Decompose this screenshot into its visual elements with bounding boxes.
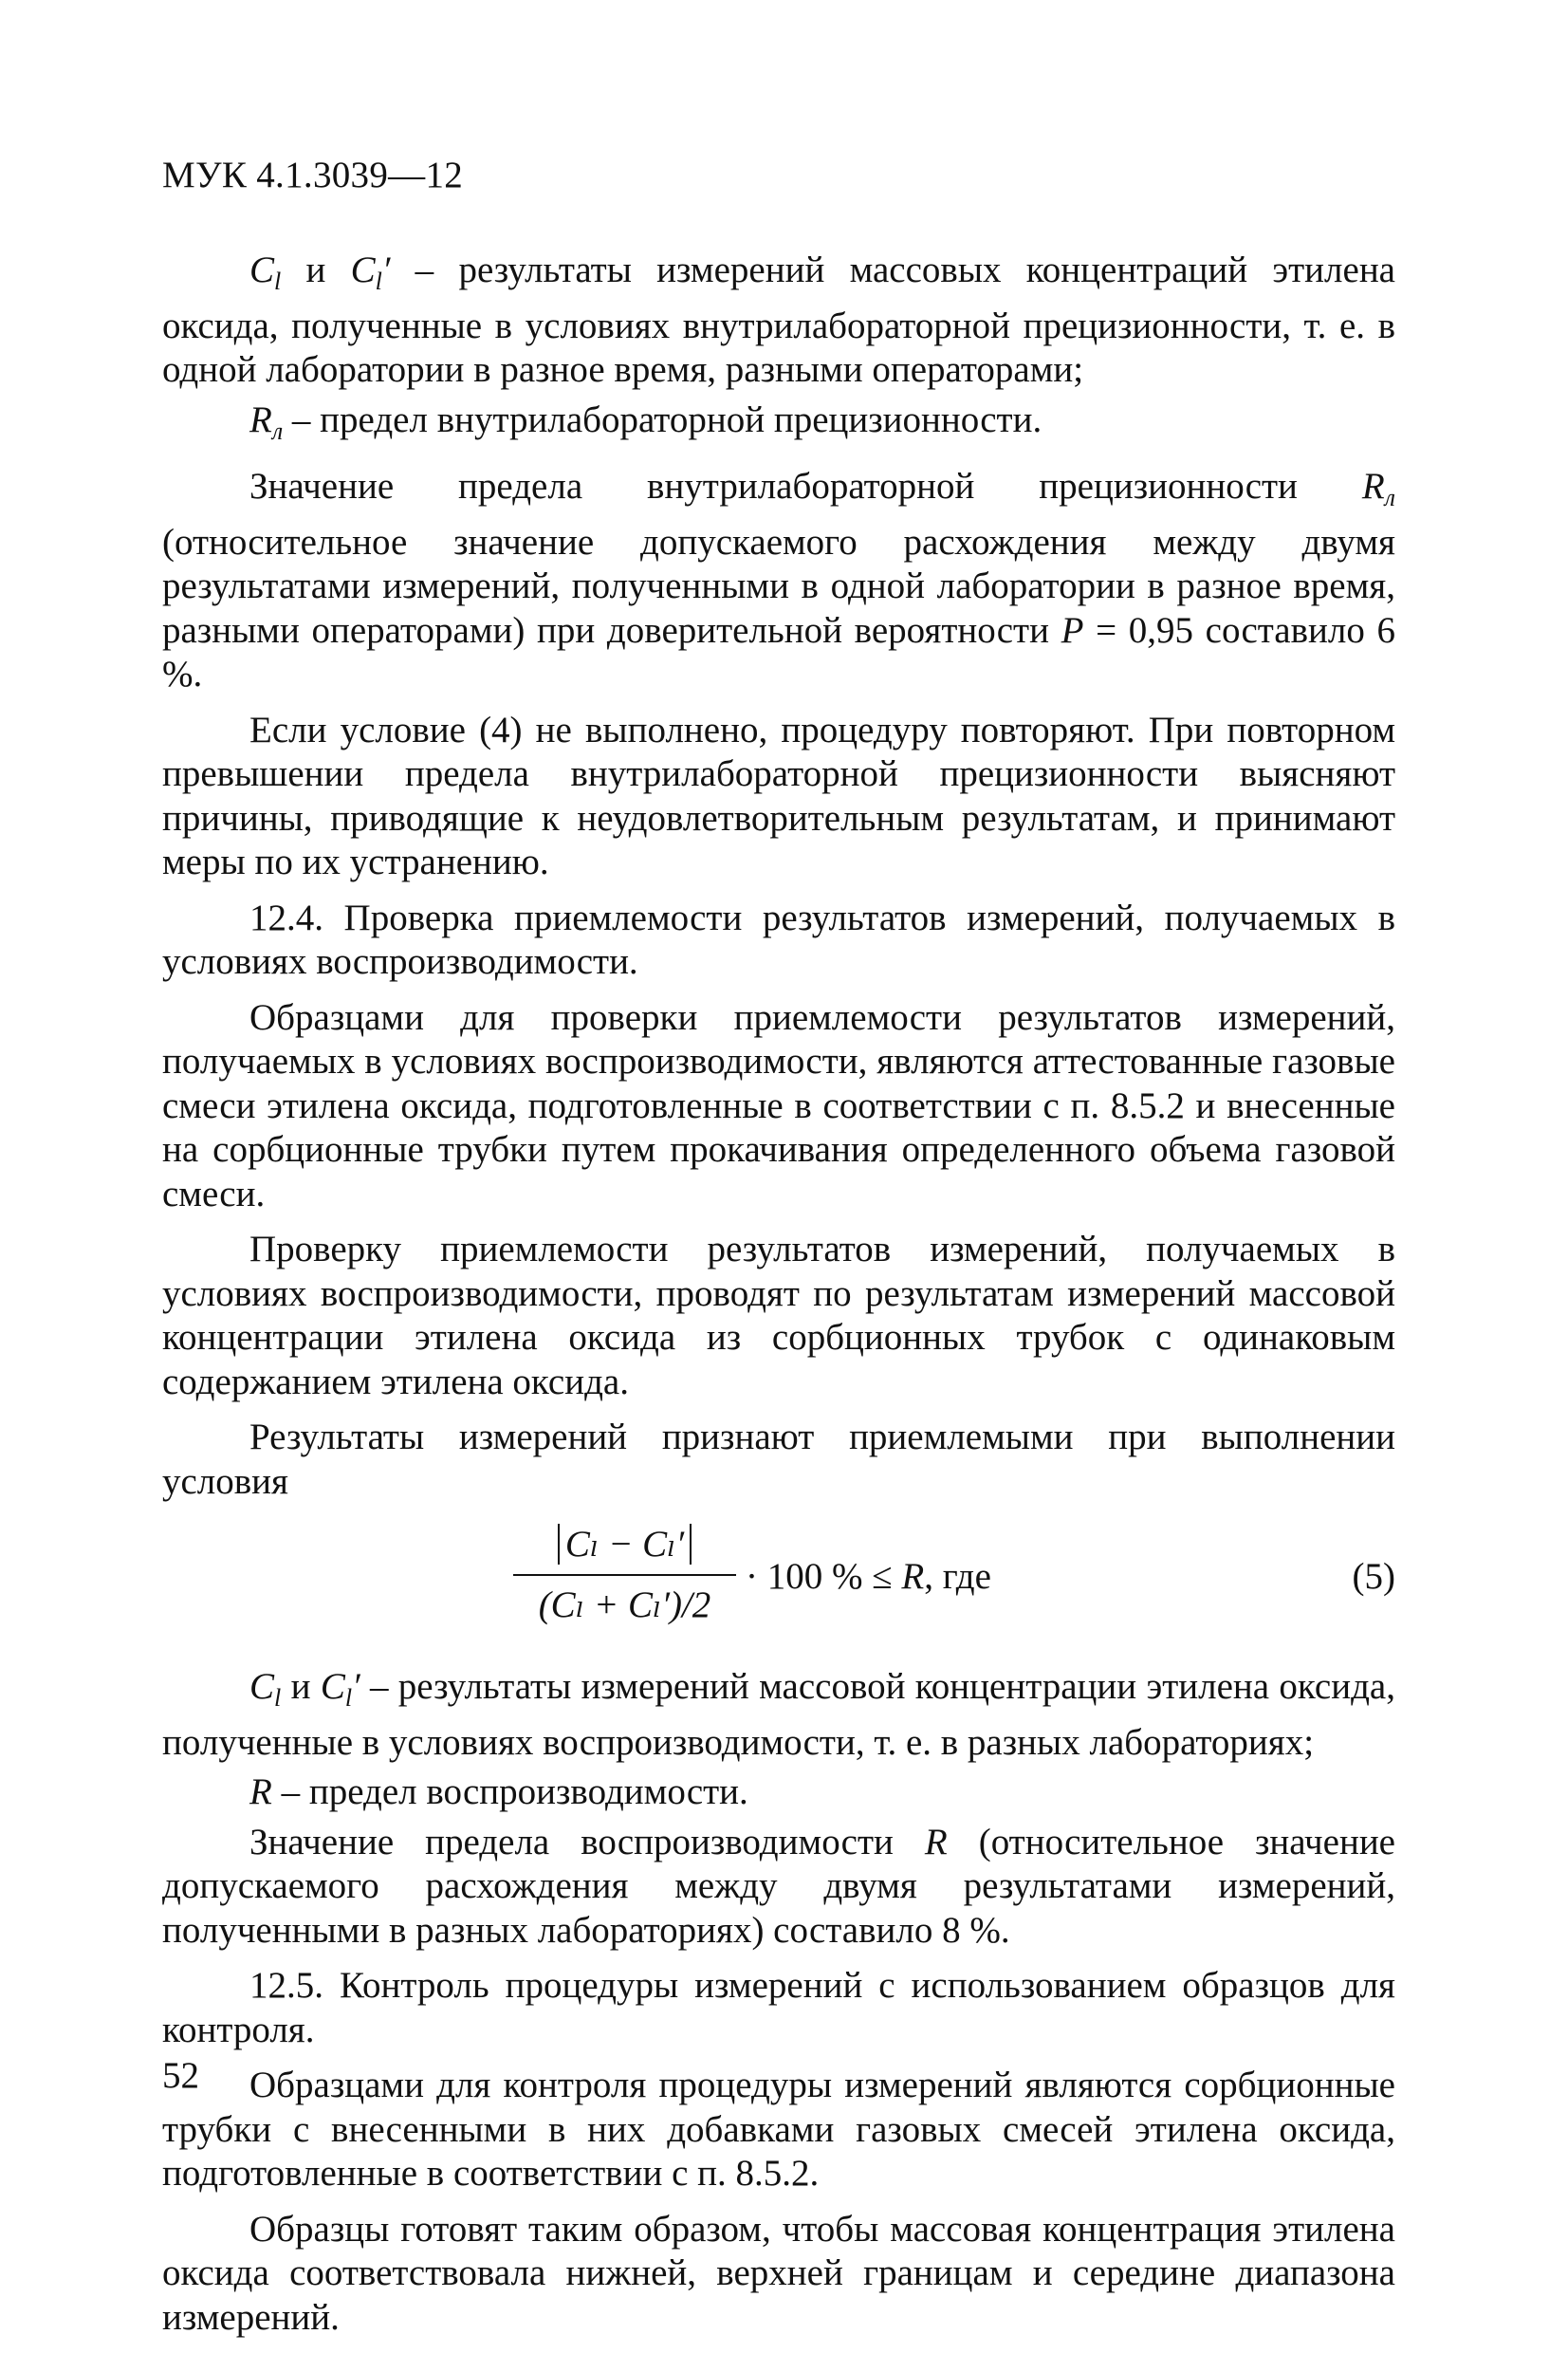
text-run: Значение предела воспроизводимости	[249, 1821, 925, 1862]
formula-denominator: (Cₗ + Cₗ′)/2	[538, 1584, 711, 1625]
definition-text: – результаты измерений массовой концентрации этилена оксида, полученные в условиях воспроизводимости, т. е. в разных лабораториях;	[162, 1666, 1395, 1763]
paragraph-reproducibility-check: Проверку приемлемости результатов измерений, получаемых в условиях воспроизводимости, проводят по результатам измерений массовой концентрации этилена оксида из сорбционных трубок с одинаковым содержанием этилена оксида.	[162, 1229, 1395, 1402]
text-run: Значение предела внутрилабораторной прецизионности	[249, 466, 1362, 507]
symbol-sub: l	[274, 1684, 282, 1712]
symbol-sub: l	[344, 1684, 353, 1712]
paragraph-reproducibility-limit	[162, 1821, 1395, 1954]
symbol-sub: l	[375, 268, 382, 295]
prime-mark: ′	[381, 250, 391, 290]
text-run: (относительное значение допускаемого расхождения между двумя результатами измерений, полученными в разных лабораториях) составило 8 %.	[162, 1821, 1395, 1951]
symbol-r: R	[249, 398, 272, 440]
paragraph-condition-4: Если условие (4) не выполнено, процедуру повторяют. При повторном превышении предела внутрилабораторной прецизионности выясняют причины, приводящие к неудовлетворительным результатам, и принимают меры по их устранению.	[162, 709, 1395, 882]
text-run: (относительное значение допускаемого расхождения между двумя результатами измерений, полученными в одной лаборатории в разное время, разными операторами) при доверительной вероятности	[162, 521, 1395, 651]
formula-5	[162, 1515, 1395, 1648]
symbol-sub: л	[1384, 484, 1395, 511]
symbol-c: C	[249, 250, 275, 290]
symbol-r: R	[924, 1821, 948, 1862]
symbol-r: R	[1361, 466, 1385, 507]
symbol-p: P	[1061, 609, 1084, 651]
abs-difference: Cₗ − Cₗ′	[558, 1524, 692, 1565]
section-heading-12-5: 12.5. Контроль процедуры измерений с использованием образцов для контроля.	[162, 1965, 1395, 2050]
page-body	[162, 249, 1395, 2351]
definition-text: – предел внутрилабораторной прецизионности.	[283, 398, 1042, 440]
definition-cl-intralab	[162, 249, 1395, 393]
symbol-c: C	[350, 250, 376, 290]
formula-multiplier: · 100 % ≤	[746, 1556, 902, 1597]
definition-r	[162, 1770, 1395, 1815]
symbol-sub: l	[274, 268, 282, 295]
definition-rl	[162, 398, 1395, 454]
section-heading-12-4: 12.4. Проверка приемлемости результатов измерений, получаемых в условиях воспроизводимости.	[162, 897, 1395, 982]
conjunction: и	[281, 1666, 321, 1707]
paragraph-acceptance-condition: Результаты измерений признают приемлемыми при выполнении условия	[162, 1417, 1395, 1502]
paragraph-sample-preparation: Образцы готовят таким образом, чтобы массовая концентрация этилена оксида соответствовала нижней, верхней границам и середине диапазона измерений.	[162, 2208, 1395, 2338]
equation-number: (5)	[1352, 1556, 1395, 1597]
symbol-c: C	[320, 1666, 345, 1707]
formula-where: , где	[924, 1556, 991, 1597]
symbol-r: R	[901, 1556, 925, 1597]
definition-text: – предел воспроизводимости.	[271, 1771, 748, 1812]
definition-cl-reproducibility	[162, 1665, 1395, 1765]
formula-tail	[746, 1555, 991, 1600]
paragraph-intralab-limit	[162, 465, 1395, 697]
definition-text: – результаты измерений массовых концентраций этилена оксида, полученные в условиях внутрилабораторной прецизионности, т. е. в одной лаборатории в разное время, разными операторами;	[162, 250, 1395, 390]
prime-mark: ′	[352, 1666, 360, 1707]
conjunction: и	[281, 250, 351, 290]
text-run: = 0,95 составило 6 %.	[162, 609, 1395, 695]
formula-numerator	[513, 1515, 736, 1576]
symbol-r: R	[249, 1771, 272, 1812]
paragraph-reproducibility-samples: Образцами для проверки приемлемости результатов измерений, получаемых в условиях воспроизводимости, являются аттестованные газовые смеси этилена оксида, подготовленные в соответствии с п. 8.5.2 и внесенные на сорбционные трубки путем прокачивания определенного объема газовой смеси.	[162, 996, 1395, 1214]
document-code-header: МУК 4.1.3039—12	[162, 155, 464, 195]
symbol-sub: л	[271, 417, 284, 445]
paragraph-control-samples: Образцами для контроля процедуры измерений являются сорбционные трубки с внесенными в них добавками газовых смесей этилена оксида, подготовленные в соответствии с п. 8.5.2.	[162, 2065, 1395, 2194]
formula-fraction	[513, 1515, 736, 1635]
symbol-c: C	[249, 1666, 275, 1707]
page-number: 52	[162, 2055, 199, 2096]
